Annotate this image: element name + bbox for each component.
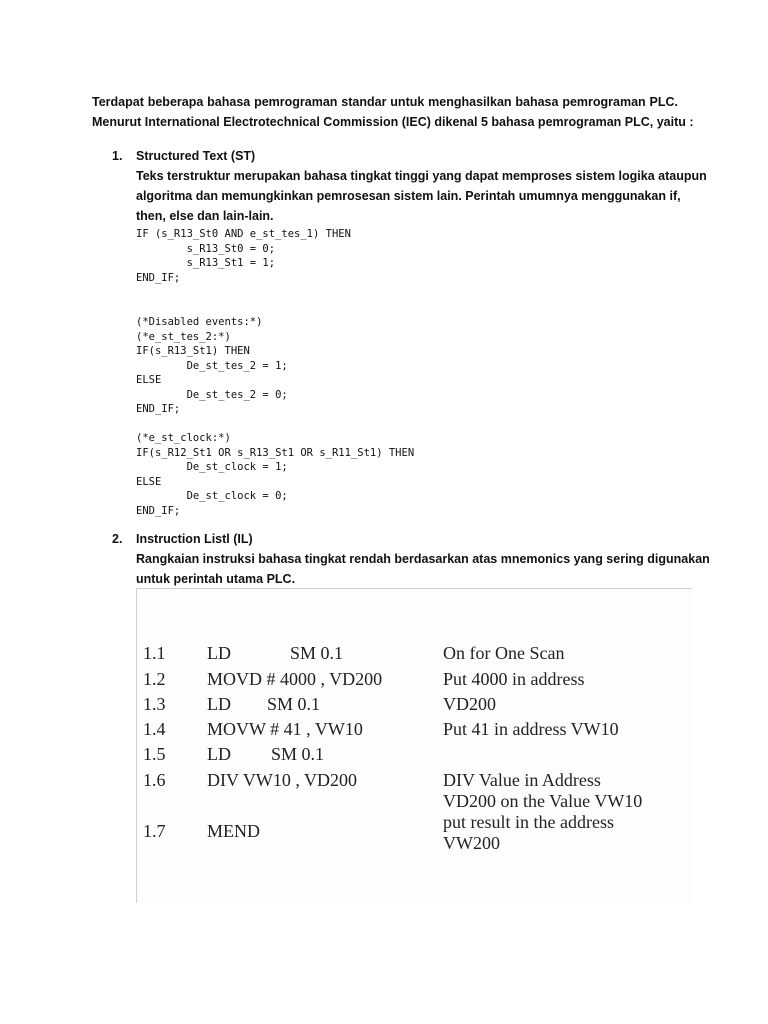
instruction-list-image — [136, 588, 692, 903]
il-opcode: MOVD # 4000 , VD200 — [207, 669, 383, 689]
il-line-number: 1.6 — [143, 770, 166, 790]
item-2-title: Instruction Listl (IL) — [136, 532, 253, 546]
il-comment: DIV Value in Address — [443, 770, 601, 790]
il-line-number: 1.7 — [143, 821, 166, 841]
item-1-description — [136, 166, 707, 226]
st-code-block-1: IF (s_R13_St0 AND e_st_tes_1) THEN s_R13_St0 = 0; s_R13_St1 = 1; END_IF; — [136, 228, 351, 284]
il-comment: On for One Scan — [443, 643, 565, 663]
il-line-number: 1.5 — [143, 744, 166, 764]
il-comment: VD200 — [443, 694, 496, 714]
il-opcode: LD — [207, 694, 231, 714]
item-2-description — [136, 549, 710, 589]
il-line-number: 1.3 — [143, 694, 166, 714]
st-code-block-2: (*Disabled events:*) (*e_st_tes_2:*) IF(s_R13_St1) THEN De_st_tes_2 = 1; ELSE De_st_tes_2 = 0; END_IF; — [136, 316, 288, 415]
st-code-block-3: (*e_st_clock:*) IF(s_R12_St1 OR s_R13_St1 OR s_R11_St1) THEN De_st_clock = 1; ELSE De_st_clock = 0; END_IF; — [136, 432, 415, 517]
item-1-number: 1. — [112, 149, 123, 163]
item-2-number: 2. — [112, 532, 123, 546]
item-2-desc-line: Rangkaian instruksi bahasa tingkat rendah berdasarkan atas mnemonics yang sering digunakan — [136, 552, 710, 566]
il-opcode: MEND — [207, 821, 260, 841]
il-comment: VW200 — [443, 833, 500, 853]
il-comment: Put 4000 in address — [443, 669, 585, 689]
il-comment: VD200 on the Value VW10 — [443, 791, 643, 811]
item-2-desc-line: untuk perintah utama PLC. — [136, 572, 296, 586]
il-opcode: LD — [207, 643, 231, 663]
item-1-desc-line: algoritma dan memungkinkan pemrosesan sistem lain. Perintah umumnya menggunakan if, — [136, 189, 681, 203]
il-opcode: LD — [207, 744, 231, 764]
il-comment: put result in the address — [443, 812, 614, 832]
il-line-number: 1.4 — [143, 719, 166, 739]
il-opcode: MOVW # 41 , VW10 — [207, 719, 363, 739]
il-opcode: DIV VW10 , VD200 — [207, 770, 358, 790]
il-line-number: 1.2 — [143, 669, 166, 689]
item-1-desc-line: Teks terstruktur merupakan bahasa tingkat tinggi yang dapat memproses sistem logika ataupun — [136, 169, 707, 183]
il-operand: SM 0.1 — [267, 694, 321, 714]
il-comment: Put 41 in address VW10 — [443, 719, 619, 739]
il-line-number: 1.1 — [143, 643, 166, 663]
il-operand: SM 0.1 — [271, 744, 325, 764]
item-1-title: Structured Text (ST) — [136, 149, 256, 163]
il-operand: SM 0.1 — [290, 643, 344, 663]
intro-line-1: Terdapat beberapa bahasa pemrograman standar untuk menghasilkan bahasa pemrograman PLC. — [92, 95, 678, 109]
intro-paragraph — [92, 92, 694, 132]
item-1-desc-line: then, else dan lain-lain. — [136, 209, 274, 223]
intro-line-2: Menurut International Electrotechnical Commission (IEC) dikenal 5 bahasa pemrograman PLC, yaitu : — [92, 115, 694, 129]
